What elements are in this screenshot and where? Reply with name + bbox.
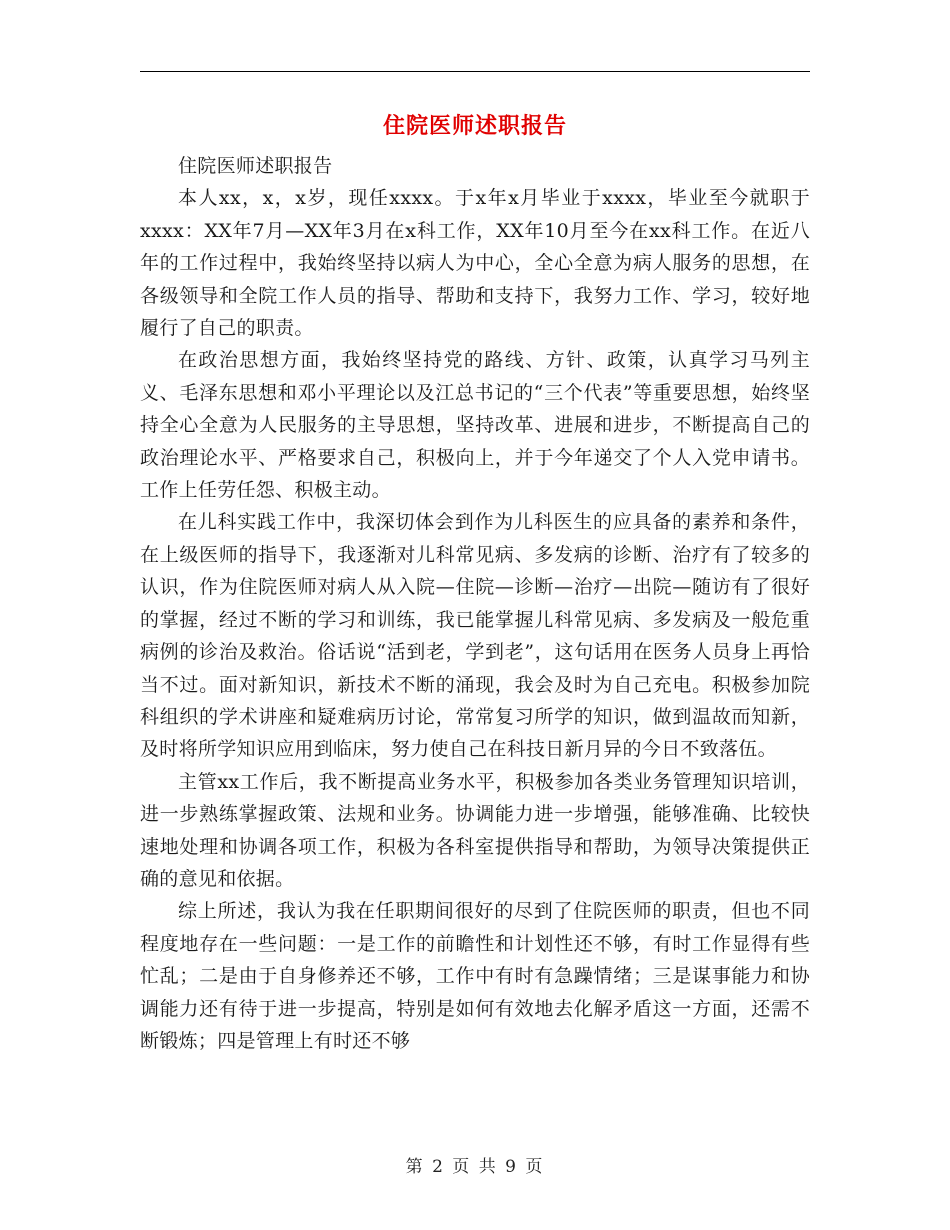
- page-number: 第 2 页 共 9 页: [405, 1157, 545, 1177]
- paragraph-management: 主管xx工作后，我不断提高业务水平，积极参加各类业务管理知识培训，进一步熟练掌握政策、法规和业务。协调能力进一步增强，能够准确、比较快速地处理和协调各项工作，积极为各科室提供指导和帮助，为领导决策提供正确的意见和依据。: [140, 770, 810, 890]
- paragraph-pediatrics: 在儿科实践工作中，我深切体会到作为儿科医生的应具备的素养和条件，在上级医师的指导下，我逐渐对儿科常见病、多发病的诊断、治疗有了较多的认识，作为住院医师对病人从入院—住院—诊断—治疗—出院—随访有了很好的掌握，经过不断的学习和训练，我已能掌握儿科常见病、多发病及一般危重病例的诊治及救治。俗话说“活到老，学到老”，这句话用在医务人员身上再恰当不过。面对新知识，新技术不断的涌现，我会及时为自己充电。积极参加院科组织的学术讲座和疑难病历讨论，常常复习所学的知识，做到温故而知新，及时将所学知识应用到临床，努力使自己在科技日新月异的今日不致落伍。: [140, 511, 810, 761]
- header-rule: [140, 71, 810, 72]
- paragraph-political: 在政治思想方面，我始终坚持党的路线、方针、政策，认真学习马列主义、毛泽东思想和邓小平理论以及江总书记的“三个代表”等重要思想，始终坚持全心全意为人民服务的主导思想，坚持改革、进展和进步，不断提高自己的政治理论水平、严格要求自己，积极向上，并于今年递交了个人入党申请书。工作上任劳任怨、积极主动。: [140, 349, 810, 502]
- paragraph-summary: 综上所述，我认为我在任职期间很好的尽到了住院医师的职责，但也不同程度地存在一些问题：一是工作的前瞻性和计划性还不够，有时工作显得有些忙乱；二是由于自身修养还不够，工作中有时有急躁情绪；三是谋事能力和协调能力还有待于进一步提高，特别是如何有效地去化解矛盾这一方面，还需不断锻炼；四是管理上有时还不够: [140, 900, 810, 1052]
- paragraph-introduction: 本人xx，x，x岁，现任xxxx。于x年x月毕业于xxxx，毕业至今就职于xxxx：XX年7月—XX年3月在x科工作，XX年10月至今在xx科工作。在近八年的工作过程中，我始终坚持以病人为中心，全心全意为病人服务的思想，在各级领导和全院工作人员的指导、帮助和支持下，我努力工作、学习，较好地履行了自己的职责。: [140, 187, 810, 340]
- document-title: 住院医师述职报告: [382, 113, 567, 139]
- document-body: [140, 150, 810, 1057]
- paragraph-subtitle: 住院医师述职报告: [178, 155, 333, 177]
